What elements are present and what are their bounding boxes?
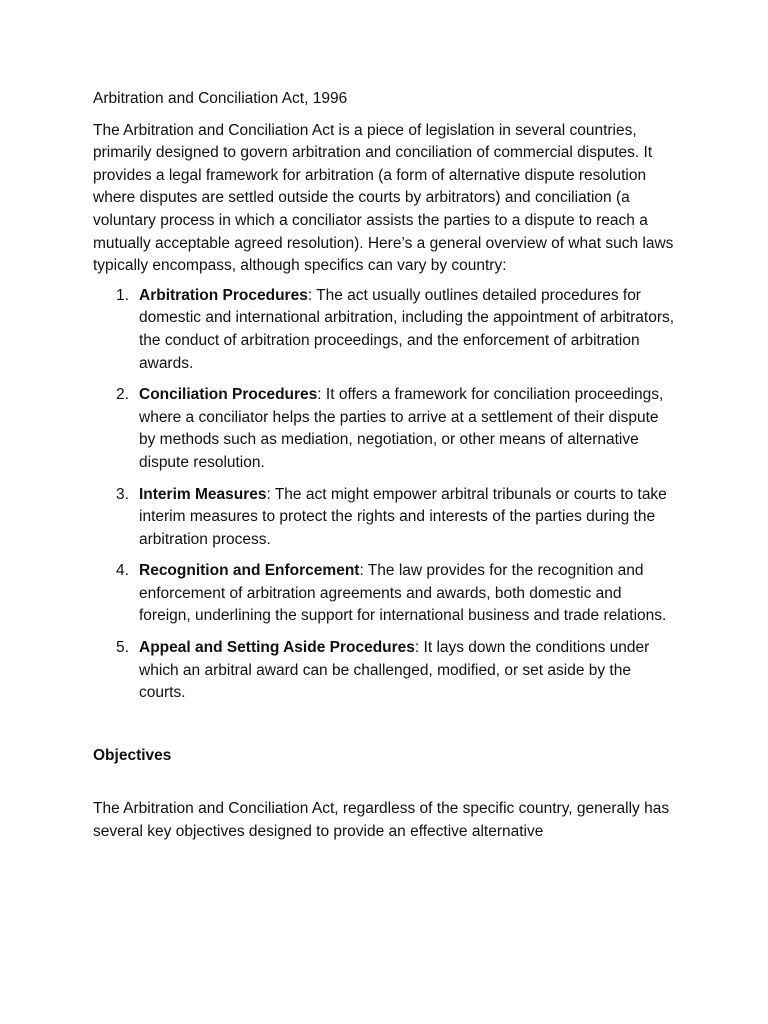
- list-item: [116, 384, 675, 474]
- intro-paragraph: The Arbitration and Conciliation Act is a piece of legislation in several countries, primarily designed to govern arbitration and conciliation of commercial disputes. It provides a legal framework for arbitration (a form of alternative dispute resolution where disputes are settled outside the courts by arbitrators) and conciliation (a voluntary process in which a conciliator assists the parties to a dispute to reach a mutually acceptable agreed resolution). Here’s a general overview of what such laws typically encompass, although specifics can vary by country:: [93, 121, 674, 275]
- list-item-text: : The act might empower arbitral tribunals or courts to take interim measures to protect the rights and interests of the parties during the arbitration process.: [139, 485, 667, 548]
- provisions-list: [93, 285, 675, 705]
- list-item-term: Recognition and Enforcement: [139, 562, 360, 580]
- objectives-paragraph: The Arbitration and Conciliation Act, regardless of the specific country, generally has several key objectives designed to provide an effective alternative: [93, 800, 670, 841]
- list-item: [116, 560, 675, 628]
- list-item-term: Conciliation Procedures: [139, 386, 318, 404]
- list-item: [116, 285, 675, 375]
- list-item-term: Interim Measures: [139, 485, 267, 503]
- section-heading-objectives: Objectives: [93, 746, 172, 764]
- list-item-text: : The act usually outlines detailed procedures for domestic and international arbitration, including the appointment of arbitrators, the conduct of arbitration proceedings, and the enforcement of arbitration awards.: [139, 286, 675, 372]
- document-page: [93, 88, 675, 844]
- list-item: [116, 637, 675, 705]
- list-item-number: 4.: [116, 562, 129, 580]
- list-item-text: : It lays down the conditions under which an arbitral award can be challenged, modified, or set aside by the courts.: [139, 639, 650, 702]
- list-item-number: 1.: [116, 286, 129, 304]
- list-item-text: : It offers a framework for conciliation proceedings, where a conciliator helps the parties to arrive at a settlement of their dispute by methods such as mediation, negotiation, or other means of alternative dispute resolution.: [139, 386, 664, 471]
- list-item-number: 3.: [116, 485, 129, 503]
- list-item-term: Appeal and Setting Aside Procedures: [139, 639, 415, 657]
- document-title: Arbitration and Conciliation Act, 1996: [93, 90, 348, 107]
- list-item-term: Arbitration Procedures: [139, 286, 308, 304]
- list-item-text: : The law provides for the recognition and enforcement of arbitration agreements and awards, both domestic and foreign, underlining the support for international business and trade relations.: [139, 562, 667, 625]
- list-item-number: 5.: [116, 639, 129, 657]
- list-item: [116, 484, 675, 552]
- list-item-number: 2.: [116, 386, 129, 404]
